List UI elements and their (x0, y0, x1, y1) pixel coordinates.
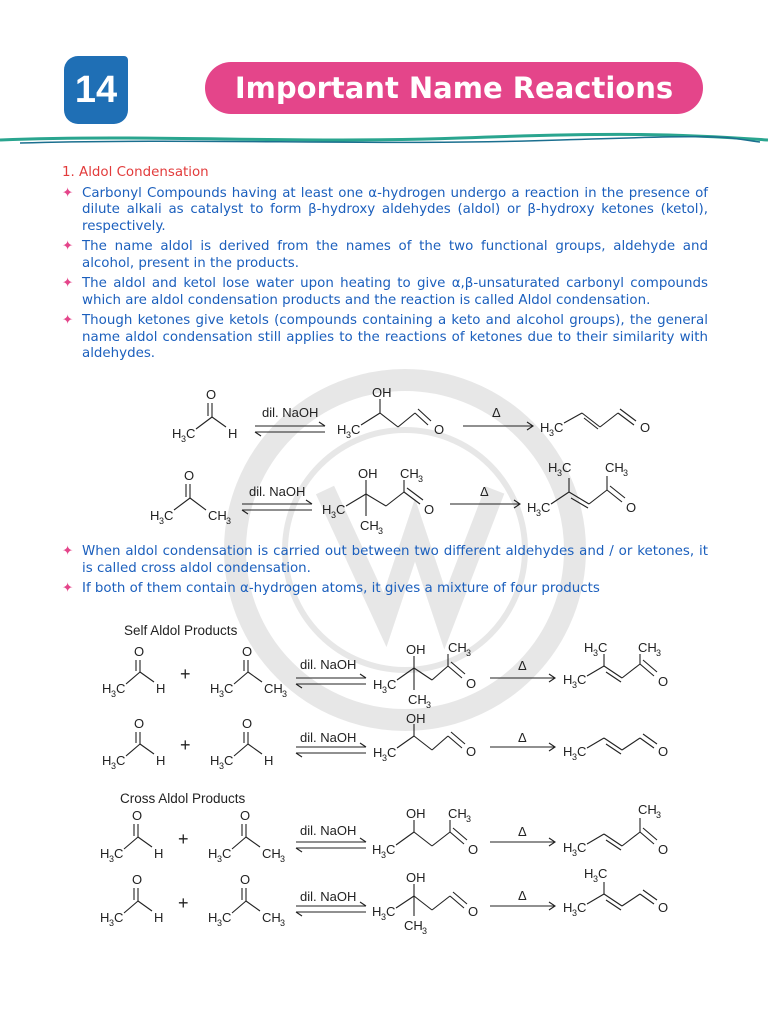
svg-text:C: C (386, 842, 396, 857)
svg-text:Δ: Δ (518, 824, 527, 839)
svg-text:H: H (584, 866, 594, 881)
bullet-item: ✦ The aldol and ketol lose water upon heating to give α,β-unsaturated carbonyl compounds which are aldol condensation products and the reaction is called Aldol condensation. (62, 276, 708, 308)
svg-text:C: C (577, 744, 587, 759)
svg-text:O: O (134, 644, 145, 659)
svg-text:CH: CH (408, 692, 427, 707)
svg-text:C: C (164, 508, 174, 523)
svg-text:3: 3 (572, 908, 578, 918)
svg-text:3: 3 (219, 689, 225, 699)
svg-text:OH: OH (358, 466, 378, 481)
svg-text:C: C (562, 460, 572, 475)
svg-text:3: 3 (381, 850, 387, 860)
scheme-self-acetone (0, 638, 768, 708)
svg-text:C: C (116, 753, 126, 768)
svg-text:3: 3 (109, 918, 115, 928)
scheme-acetone-ketol (0, 458, 768, 538)
svg-text:C: C (351, 422, 361, 437)
svg-text:3: 3 (656, 648, 662, 658)
svg-text:3: 3 (426, 700, 432, 708)
svg-text:H: H (337, 422, 347, 437)
svg-text:OH: OH (406, 642, 426, 657)
section-body-2 (62, 544, 708, 602)
svg-text:O: O (640, 420, 651, 435)
svg-text:C: C (554, 420, 564, 435)
svg-text:3: 3 (331, 510, 337, 520)
svg-text:dil. NaOH: dil. NaOH (300, 823, 357, 838)
svg-text:H: H (156, 753, 166, 768)
bullet-item: ✦ Carbonyl Compounds having at least one α-hydrogen undergo a reaction in the presence of dilute alkali as catalyst to form β-hydroxy aldehydes (aldol) or β-hydroxy ketones (ketol), respectively. (62, 185, 708, 234)
svg-text:H: H (208, 846, 218, 861)
svg-text:3: 3 (418, 474, 424, 484)
chapter-title: Important Name Reactions (234, 71, 674, 105)
svg-text:H: H (156, 681, 166, 696)
bullet-star-icon: ✦ (62, 239, 74, 254)
svg-text:dil. NaOH: dil. NaOH (300, 889, 357, 904)
svg-text:Self Aldol Products: Self Aldol Products (124, 623, 238, 638)
svg-text:H: H (228, 426, 238, 441)
svg-text:3: 3 (572, 848, 578, 858)
bullet-item: ✦ The name aldol is derived from the names of the two functional groups, aldehyde and alcohol, present in the products. (62, 239, 708, 271)
svg-text:O: O (434, 422, 445, 437)
section-title: 1. Aldol Condensation (62, 165, 209, 180)
svg-text:H: H (102, 681, 112, 696)
svg-text:H: H (373, 677, 383, 692)
svg-text:H: H (100, 846, 110, 861)
svg-text:OH: OH (372, 385, 392, 400)
svg-text:H: H (150, 508, 160, 523)
svg-text:3: 3 (280, 854, 286, 864)
svg-text:CH: CH (448, 806, 467, 821)
svg-text:H: H (373, 745, 383, 760)
svg-text:3: 3 (466, 648, 472, 658)
svg-text:dil. NaOH: dil. NaOH (249, 484, 306, 499)
svg-text:+: + (180, 664, 191, 684)
svg-text:O: O (658, 744, 669, 759)
svg-text:H: H (372, 842, 382, 857)
atom-label: H (172, 426, 182, 441)
svg-text:3: 3 (111, 761, 117, 770)
chapter-number-badge (64, 56, 128, 124)
svg-text:C: C (577, 900, 587, 915)
bullet-star-icon: ✦ (62, 313, 74, 328)
svg-text:3: 3 (111, 689, 117, 699)
svg-text:H: H (102, 753, 112, 768)
svg-text:C: C (336, 502, 346, 517)
svg-text:C: C (598, 640, 608, 655)
svg-text:3: 3 (557, 468, 563, 478)
svg-text:O: O (466, 676, 477, 691)
svg-text:H: H (208, 910, 218, 925)
svg-text:3: 3 (466, 814, 472, 824)
svg-text:3: 3 (549, 428, 555, 438)
svg-text:3: 3 (219, 761, 225, 770)
svg-text:3: 3 (282, 689, 288, 699)
svg-text:3: 3 (280, 918, 286, 928)
svg-text:C: C (222, 910, 232, 925)
svg-text:H: H (154, 846, 164, 861)
svg-text:H: H (154, 910, 164, 925)
svg-text:3: 3 (382, 753, 388, 763)
bullet-star-icon: ✦ (62, 185, 74, 201)
svg-text:H: H (210, 681, 220, 696)
svg-text:C: C (114, 910, 124, 925)
svg-text:H: H (540, 420, 550, 435)
svg-text:H: H (527, 500, 537, 515)
svg-text:O: O (132, 808, 143, 823)
svg-text:Cross Aldol Products: Cross Aldol Products (120, 791, 246, 806)
chapter-number: 14 (74, 68, 118, 111)
svg-text:3: 3 (181, 434, 187, 444)
svg-text:Δ: Δ (492, 405, 501, 420)
svg-text:O: O (184, 468, 195, 483)
bullet-item: ✦ If both of them contain α-hydrogen atoms, it gives a mixture of four products (62, 581, 600, 596)
svg-text:dil. NaOH: dil. NaOH (300, 730, 357, 745)
svg-text:H: H (210, 753, 220, 768)
svg-text:3: 3 (346, 430, 352, 440)
svg-text:CH: CH (605, 460, 624, 475)
svg-text:3: 3 (381, 912, 387, 922)
svg-text:C: C (387, 677, 397, 692)
section-body (62, 165, 708, 367)
svg-text:CH: CH (400, 466, 419, 481)
svg-text:O: O (242, 644, 253, 659)
svg-text:CH: CH (262, 910, 281, 925)
svg-text:CH: CH (360, 518, 379, 533)
svg-text:3: 3 (536, 508, 542, 518)
chapter-title-banner (205, 62, 703, 114)
svg-text:3: 3 (378, 526, 384, 536)
svg-text:3: 3 (593, 648, 599, 658)
svg-text:3: 3 (217, 918, 223, 928)
svg-text:H: H (563, 900, 573, 915)
svg-text:O: O (242, 716, 253, 731)
svg-text:O: O (466, 744, 477, 759)
svg-text:O: O (658, 842, 669, 857)
svg-text:+: + (180, 735, 191, 755)
svg-text:C: C (577, 672, 587, 687)
svg-text:C: C (186, 426, 196, 441)
svg-text:+: + (178, 893, 189, 913)
svg-text:+: + (178, 829, 189, 849)
svg-text:CH: CH (208, 508, 227, 523)
svg-text:C: C (224, 681, 234, 696)
svg-text:O: O (240, 872, 251, 887)
svg-text:3: 3 (382, 685, 388, 695)
svg-text:OH: OH (406, 870, 426, 885)
svg-text:CH: CH (448, 640, 467, 655)
svg-text:C: C (598, 866, 608, 881)
header-divider-stroke (0, 128, 768, 150)
svg-text:O: O (626, 500, 637, 515)
svg-text:H: H (322, 502, 332, 517)
svg-text:Δ: Δ (518, 888, 527, 903)
svg-text:3: 3 (656, 810, 662, 820)
svg-text:C: C (541, 500, 551, 515)
svg-text:O: O (468, 904, 479, 919)
svg-text:O: O (658, 900, 669, 915)
svg-text:OH: OH (406, 806, 426, 821)
svg-text:H: H (548, 460, 558, 475)
svg-text:3: 3 (593, 874, 599, 884)
svg-text:O: O (206, 387, 217, 402)
svg-text:3: 3 (623, 468, 629, 478)
scheme-acetaldehyde-aldol (0, 385, 768, 455)
svg-text:C: C (114, 846, 124, 861)
svg-text:dil. NaOH: dil. NaOH (300, 657, 357, 672)
svg-text:Δ: Δ (518, 730, 527, 745)
scheme-cross-1 (0, 802, 768, 868)
svg-text:CH: CH (262, 846, 281, 861)
svg-text:Δ: Δ (518, 658, 527, 673)
svg-text:C: C (386, 904, 396, 919)
svg-text:CH: CH (638, 640, 657, 655)
svg-text:H: H (563, 672, 573, 687)
svg-text:3: 3 (217, 854, 223, 864)
svg-text:H: H (372, 904, 382, 919)
svg-text:3: 3 (226, 516, 232, 526)
svg-text:C: C (222, 846, 232, 861)
svg-text:CH: CH (404, 918, 423, 933)
svg-text:CH: CH (264, 681, 283, 696)
bullet-star-icon: ✦ (62, 581, 74, 596)
bullet-item: ✦ When aldol condensation is carried out between two different aldehydes and / or ketones, it is called cross aldol condensation. (62, 544, 708, 576)
svg-text:H: H (264, 753, 274, 768)
svg-text:3: 3 (572, 680, 578, 690)
svg-text:O: O (132, 872, 143, 887)
svg-text:H: H (563, 840, 573, 855)
bullet-item: ✦ Though ketones give ketols (compounds containing a keto and alcohol groups), the general name aldol condensation still applies to the reactions of ketones due to their similarity with aldehydes. (62, 313, 708, 361)
svg-text:O: O (658, 674, 669, 689)
svg-text:O: O (240, 808, 251, 823)
svg-text:O: O (468, 842, 479, 857)
svg-text:3: 3 (422, 926, 428, 936)
svg-text:H: H (100, 910, 110, 925)
svg-text:3: 3 (159, 516, 165, 526)
svg-text:C: C (116, 681, 126, 696)
svg-text:C: C (577, 840, 587, 855)
svg-text:CH: CH (638, 802, 657, 817)
svg-text:3: 3 (572, 752, 578, 762)
svg-text:Δ: Δ (480, 484, 489, 499)
scheme-self-acetaldehyde (0, 710, 768, 770)
scheme-cross-2 (0, 866, 768, 938)
svg-text:H: H (563, 744, 573, 759)
svg-text:O: O (134, 716, 145, 731)
svg-text:C: C (224, 753, 234, 768)
svg-text:OH: OH (406, 711, 426, 726)
self-aldol-heading (0, 620, 768, 640)
svg-text:C: C (387, 745, 397, 760)
svg-text:O: O (424, 502, 435, 517)
bullet-star-icon: ✦ (62, 544, 74, 559)
bullet-star-icon: ✦ (62, 276, 74, 291)
svg-text:3: 3 (109, 854, 115, 864)
svg-text:dil. NaOH: dil. NaOH (262, 405, 319, 420)
svg-text:H: H (584, 640, 594, 655)
